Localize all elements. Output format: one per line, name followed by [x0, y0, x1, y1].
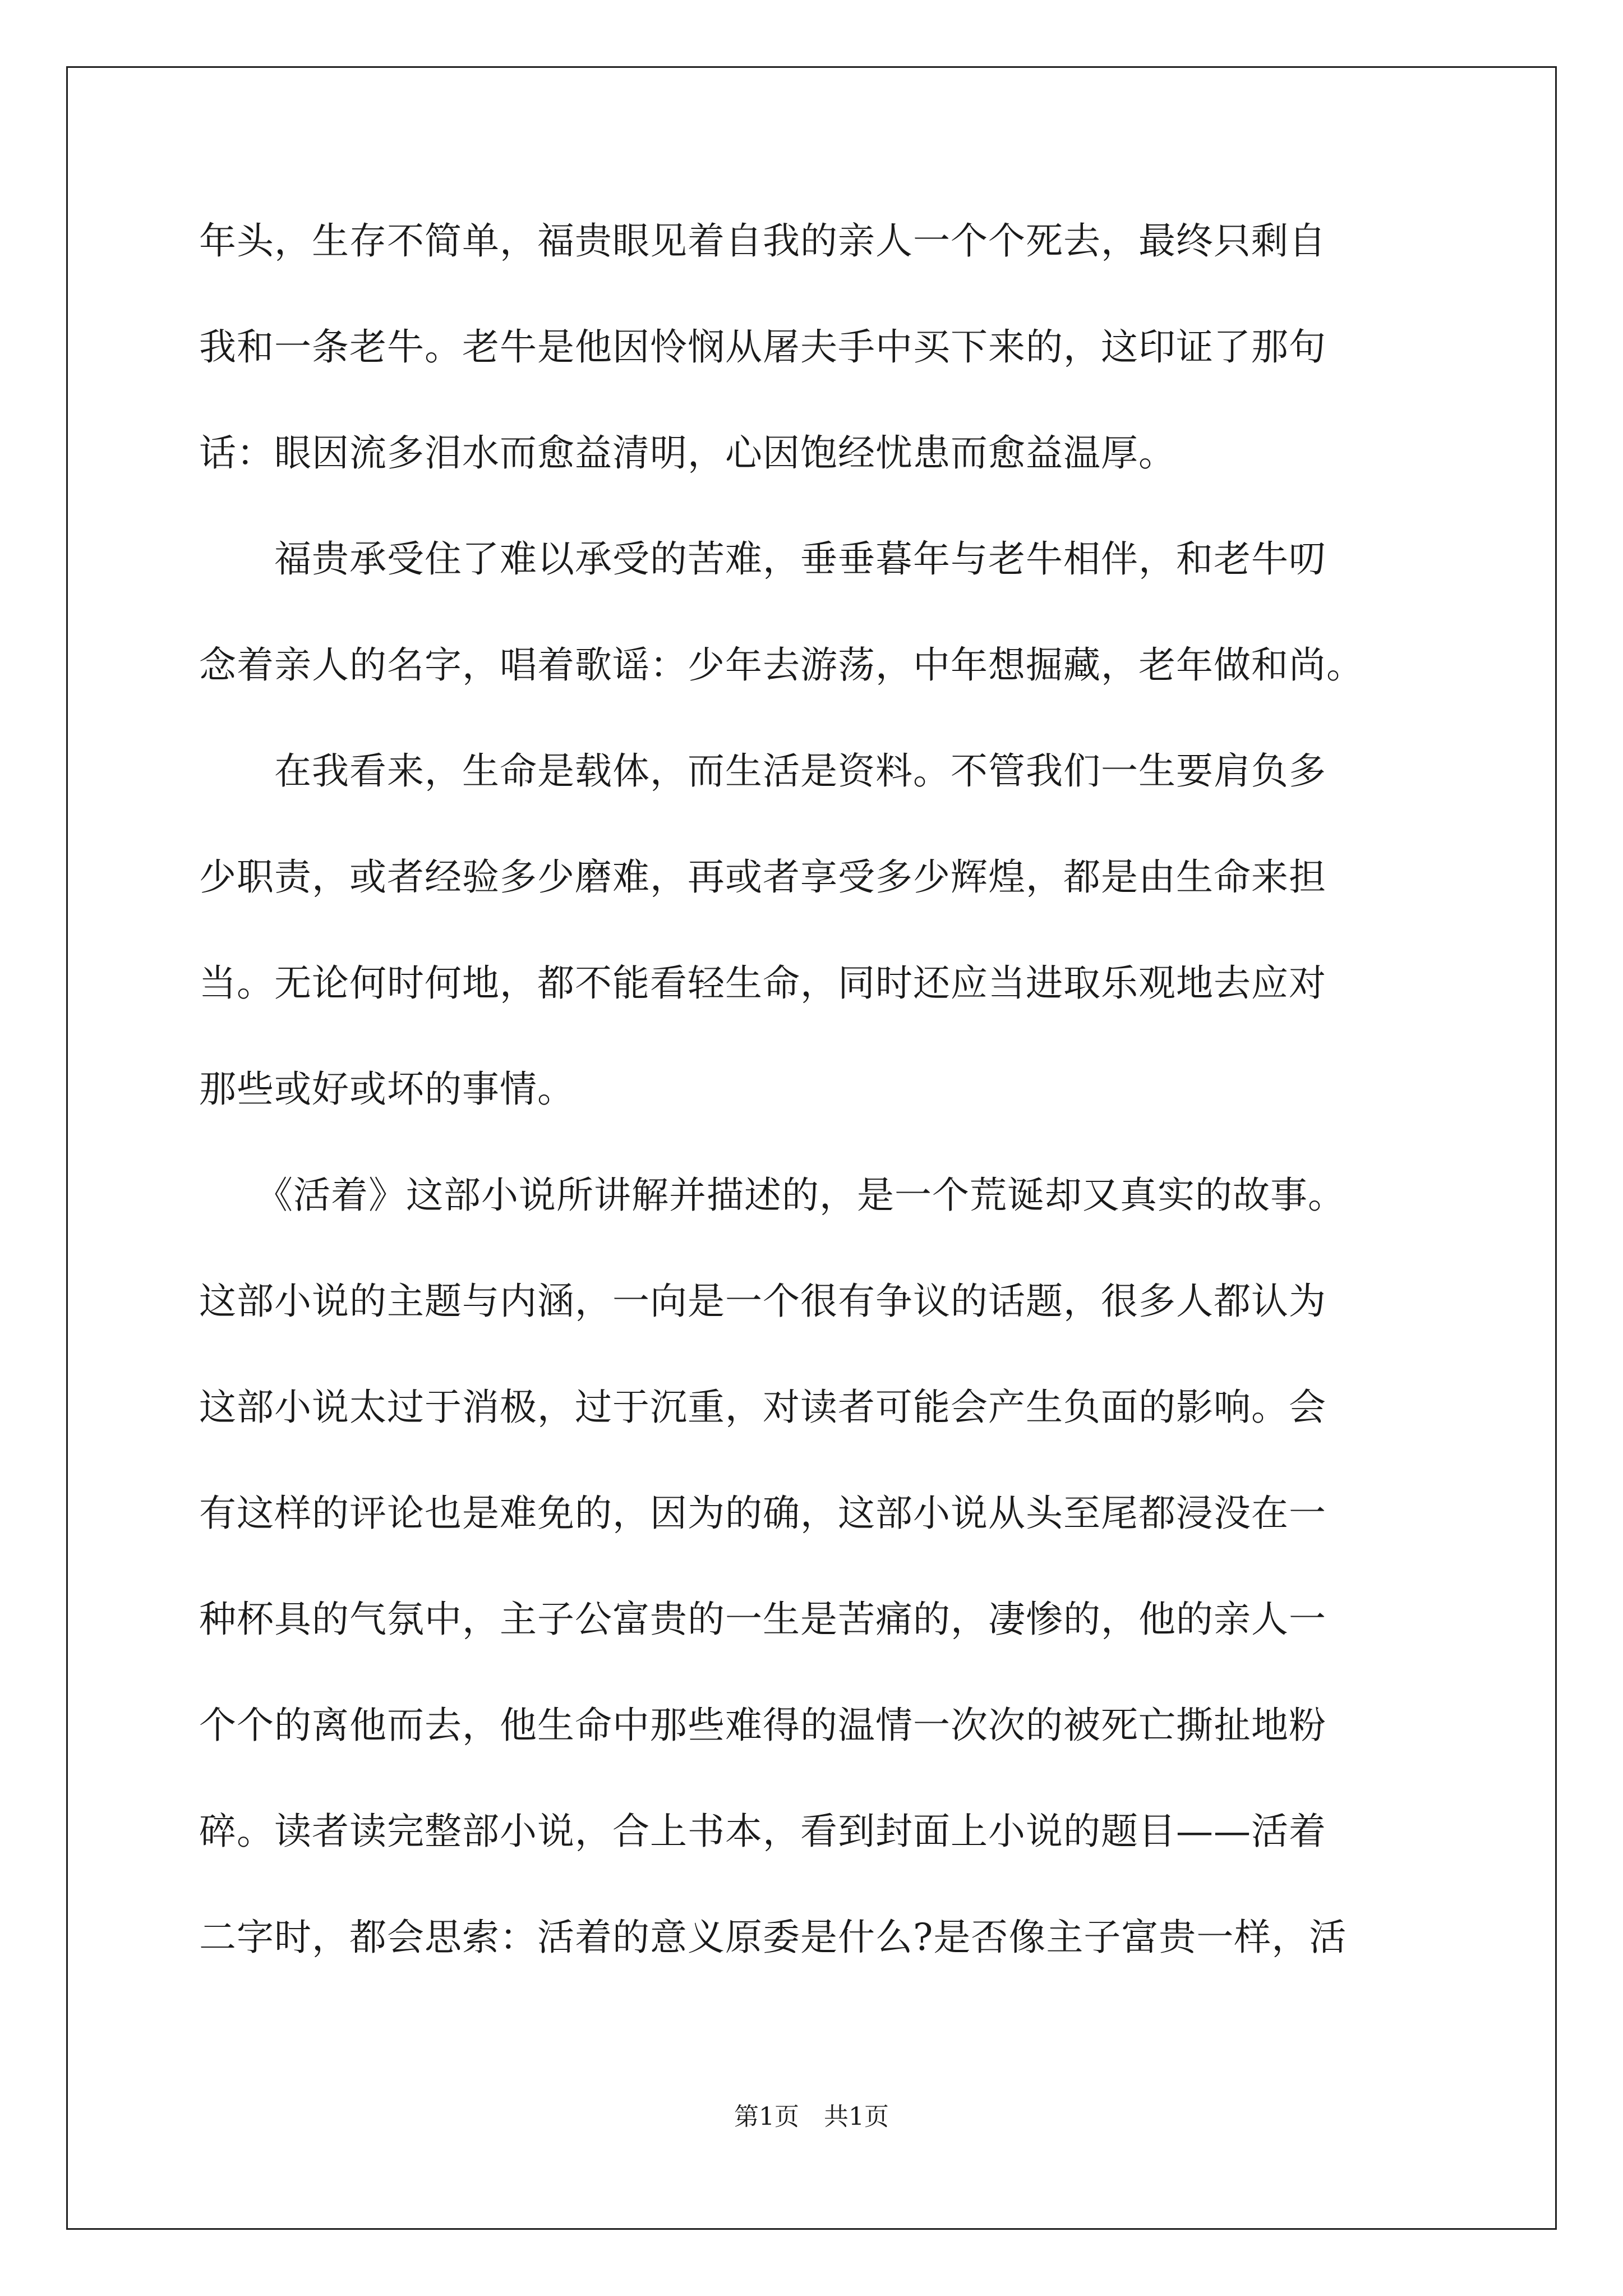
- page-total: 共1页: [824, 2102, 889, 2131]
- text-line: 当。无论何时何地，都不能看轻生命，同时还应当进取乐观地去应对: [199, 961, 1326, 1005]
- text-line: 这部小说太过于消极，过于沉重，对读者可能会产生负面的影响。会: [199, 1386, 1326, 1429]
- text-line: 少职责，或者经验多少磨难，再或者享受多少辉煌，都是由生命来担: [199, 855, 1326, 899]
- page-footer: [0, 2100, 1623, 2134]
- text-line: 那些或好或坏的事情。: [199, 1068, 575, 1111]
- text-line: 在我看来，生命是载体，而生活是资料。不管我们一生要肩负多: [199, 749, 1326, 793]
- page-number: 第1页: [734, 2102, 799, 2131]
- text-line: 话：眼因流多泪水而愈益清明，心因饱经忧患而愈益温厚。: [199, 431, 1176, 475]
- text-line: 《活着》这部小说所讲解并描述的，是一个荒诞却又真实的故事。: [199, 1174, 1345, 1217]
- text-line: 种杯具的气氛中，主子公富贵的一生是苦痛的，凄惨的，他的亲人一: [199, 1598, 1326, 1641]
- text-line: 我和一条老牛。老牛是他因怜悯从屠夫手中买下来的，这印证了那句: [199, 325, 1326, 369]
- document-body: [199, 213, 1467, 2016]
- text-line: 有这样的评论也是难免的，因为的确，这部小说从头至尾都浸没在一: [199, 1492, 1326, 1535]
- text-line: 二字时，都会思索：活着的意义原委是什么?是否像主子富贵一样，活: [199, 1916, 1347, 1959]
- text-line: 福贵承受住了难以承受的苦难，垂垂暮年与老牛相伴，和老牛叨: [199, 537, 1326, 581]
- text-line: 碎。读者读完整部小说，合上书本，看到封面上小说的题目——活着: [199, 1810, 1326, 1853]
- text-line: 这部小说的主题与内涵，一向是一个很有争议的话题，很多人都认为: [199, 1280, 1326, 1323]
- text-line: 念着亲人的名字，唱着歌谣：少年去游荡，中年想掘藏，老年做和尚。: [199, 643, 1364, 687]
- text-line: 年头，生存不简单，福贵眼见着自我的亲人一个个死去，最终只剩自: [199, 219, 1326, 263]
- text-line: 个个的离他而去，他生命中那些难得的温情一次次的被死亡撕扯地粉: [199, 1704, 1326, 1747]
